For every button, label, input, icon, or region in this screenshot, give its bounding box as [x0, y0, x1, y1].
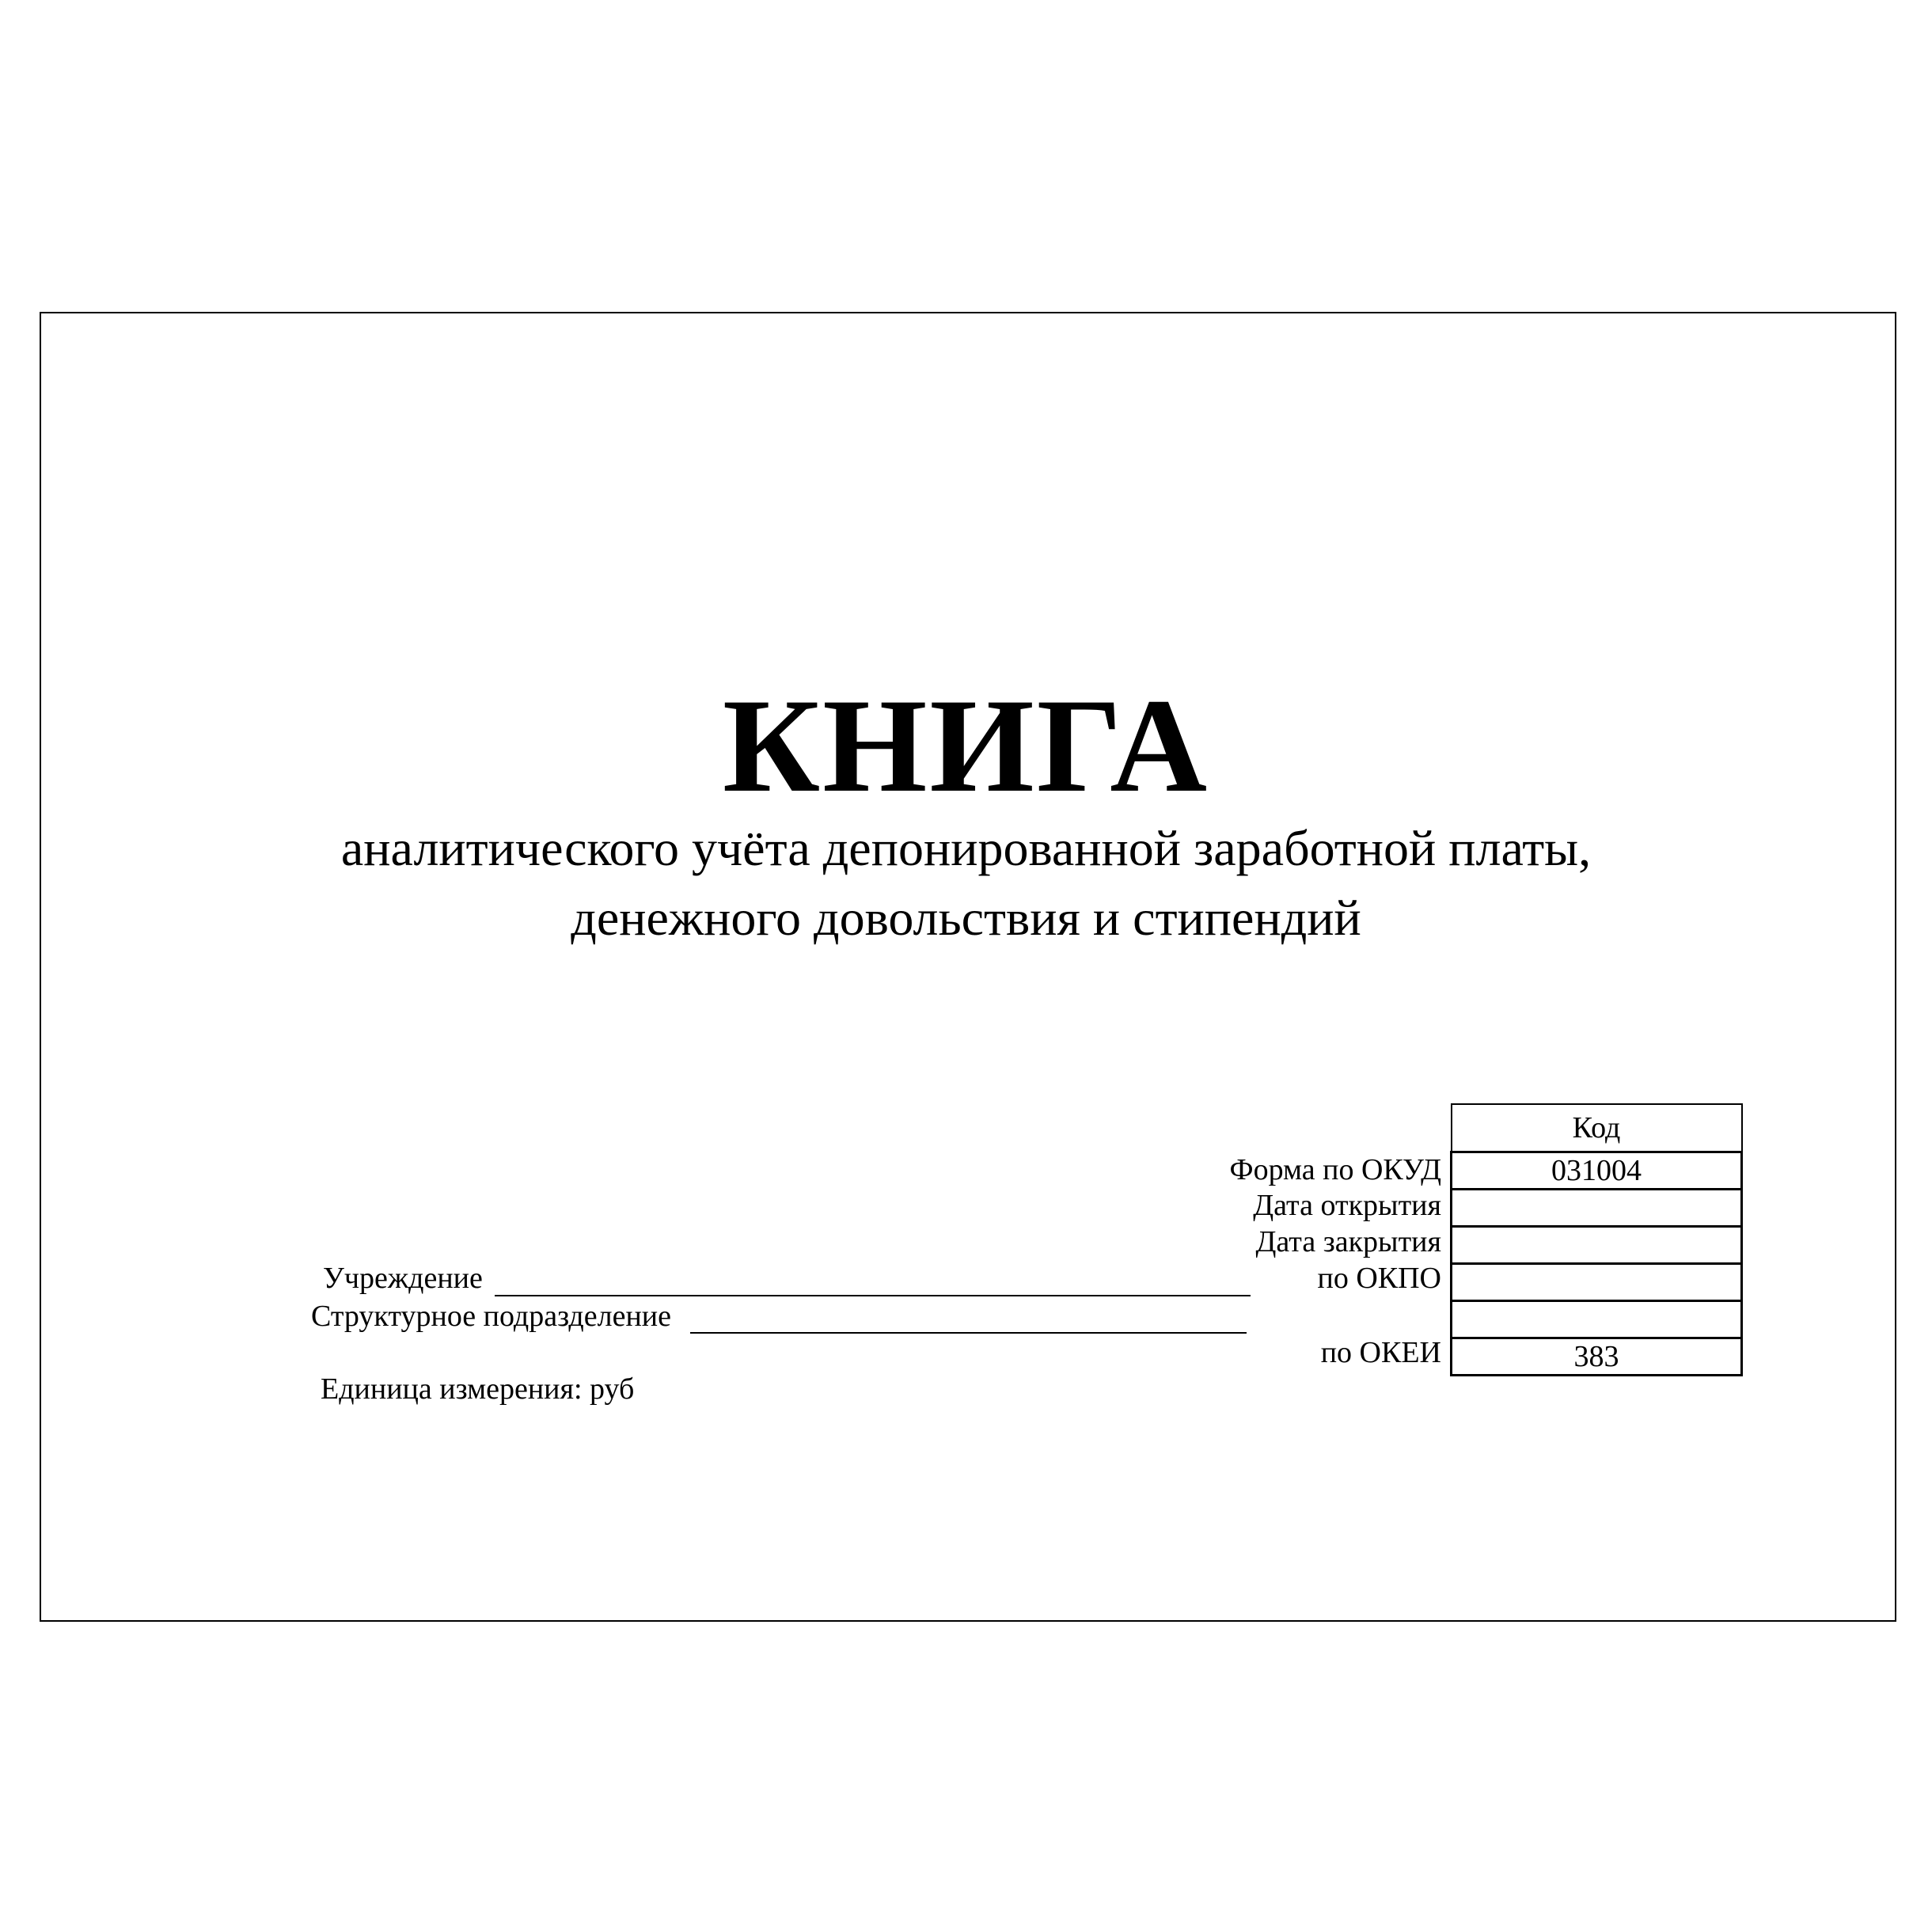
institution-field[interactable]	[495, 1295, 1251, 1296]
close-date-label: Дата закрытия	[1255, 1225, 1441, 1258]
open-date-cell[interactable]	[1452, 1190, 1742, 1227]
institution-label: Учреждение	[323, 1262, 483, 1295]
unit-of-measure: Единица измерения: руб	[321, 1372, 635, 1406]
okud-code-cell[interactable]: 031004	[1452, 1152, 1742, 1190]
division-label: Структурное подразделение	[311, 1300, 671, 1333]
okpo-code-cell[interactable]	[1452, 1264, 1742, 1301]
subtitle-line-1: аналитического учёта депонированной заработной платы,	[340, 820, 1592, 876]
close-date-cell[interactable]	[1452, 1227, 1742, 1264]
subtitle-line-2: денежного довольствия и стипендий	[571, 890, 1361, 946]
blank-code-cell[interactable]	[1452, 1301, 1742, 1338]
division-field[interactable]	[690, 1332, 1247, 1334]
page-border	[40, 312, 1896, 1622]
okud-label: Форма по ОКУД	[1229, 1153, 1441, 1186]
codes-header: Код	[1452, 1104, 1742, 1152]
open-date-label: Дата открытия	[1253, 1189, 1441, 1222]
okpo-label: по ОКПО	[1317, 1262, 1441, 1295]
okei-code-cell[interactable]: 383	[1452, 1338, 1742, 1376]
document-title: КНИГА	[722, 671, 1210, 820]
document-subtitle	[0, 814, 1932, 953]
codes-table	[1450, 1103, 1743, 1376]
okei-label: по ОКЕИ	[1320, 1336, 1441, 1369]
